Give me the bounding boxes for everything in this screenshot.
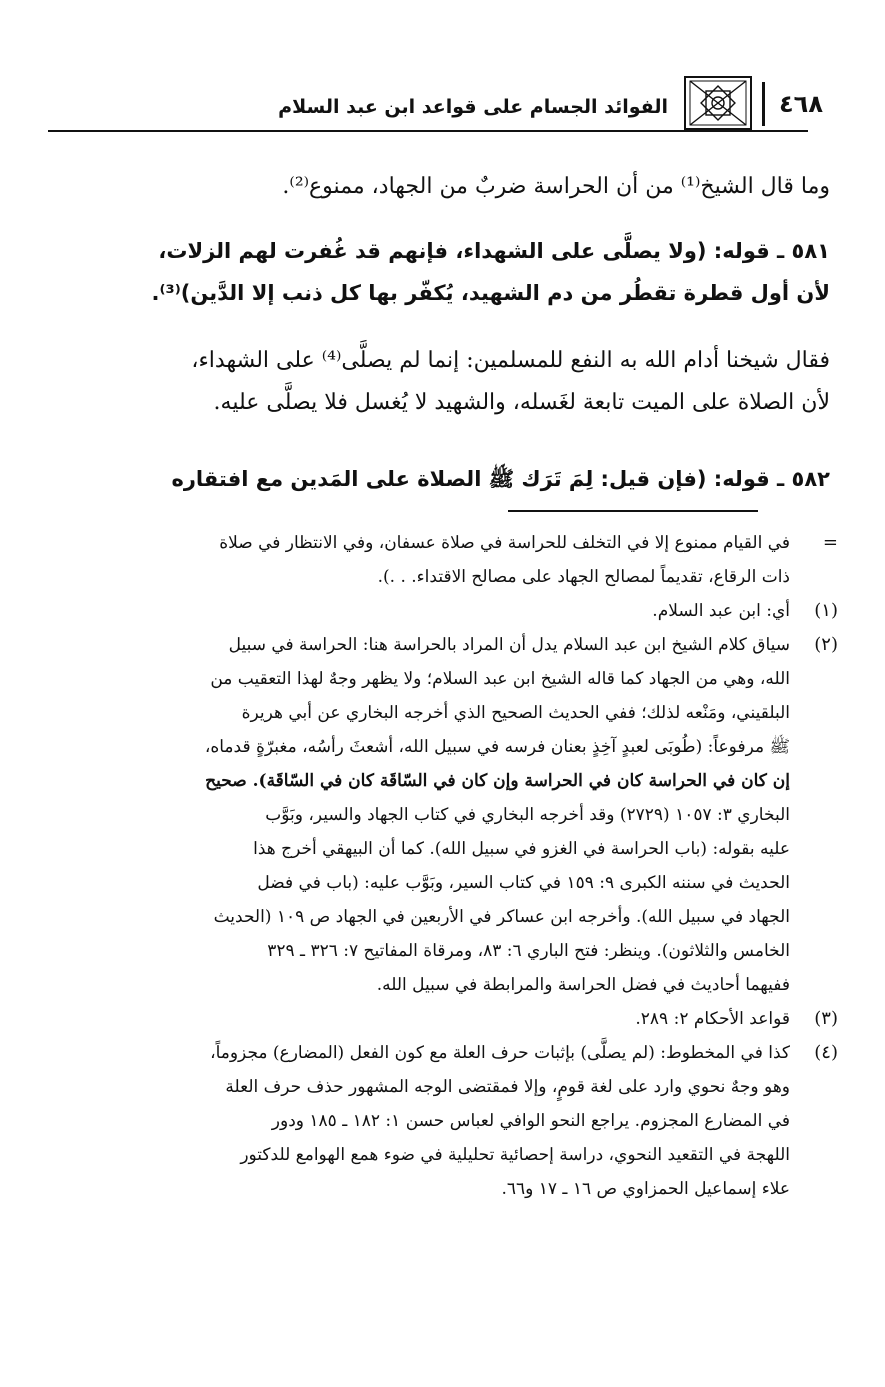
footnote-line: ففيهما أحاديث في فضل الحراسة والمرابطة في سبيل الله. — [376, 975, 790, 995]
footnote-2 — [50, 628, 838, 1002]
text-line: ٥٨٢ ـ قوله: (فإن قيل: لِمَ تَرَك ﷺ الصلاة على المَدين مع افتقاره — [171, 467, 830, 491]
footnote-mark: (٢) — [814, 634, 838, 655]
footnote-line: الله، وهي من الجهاد كما قاله الشيخ ابن عبد السلام؛ ولا يظهر وجهٌ لهذا التعقيب من — [210, 669, 790, 689]
text-line: ٥٨١ ـ قوله: (ولا يصلَّى على الشهداء، فإنهم قد غُفرت لهم الزلات، — [158, 239, 830, 263]
footnote-divider — [508, 510, 758, 512]
footnote-line: ذات الرقاع، تقديماً لمصالح الجهاد على مصالح الاقتداء. . .). — [377, 567, 790, 587]
footnote-4 — [50, 1036, 838, 1206]
paragraph-581 — [60, 230, 830, 314]
footnote-line: ﷺ مرفوعاً: (طُوبَى لعبدٍ آخِذٍ بعنان فرسه في سبيل الله، أشعثَ رأسُه، مغبرّةٍ قدماه، — [204, 737, 790, 757]
footnote-line: الخامس والثلاثون). وينظر: فتح الباري ٦: ٨٣، ومرقاة المفاتيح ٧: ٣٢٦ ـ ٣٢٩ — [267, 941, 790, 961]
footnote-3 — [50, 1002, 838, 1036]
footnote-line: قواعد الأحكام ٢: ٢٨٩. — [635, 1009, 790, 1029]
footnote-line: في القيام ممنوع إلا في التخلف للحراسة في صلاة عسفان، وفي الانتظار في صلاة — [219, 533, 790, 553]
footnote-line: الحديث في سننه الكبرى ٩: ١٥٩ في كتاب السير، وبَوَّب عليه: (باب في فضل — [257, 873, 790, 893]
footnote-line: الجهاد في سبيل الله). وأخرجه ابن عساكر في الأربعين في الجهاد ص ١٠٩ (الحديث — [213, 907, 790, 927]
footnote-line: البلقيني، ومَنْعه لذلك؛ ففي الحديث الصحيح الذي أخرجه البخاري عن أبي هريرة — [241, 703, 790, 723]
footnote-mark: = — [822, 532, 838, 553]
header-rule — [48, 130, 808, 132]
running-title: الفوائد الجسام على قواعد ابن عبد السلام — [278, 96, 668, 118]
footnote-line: في المضارع المجزوم. يراجع النحو الوافي لعباس حسن ١: ١٨٢ ـ ١٨٥ ودور — [271, 1111, 790, 1131]
footnote-line: أي: ابن عبد السلام. — [652, 601, 790, 621]
footnote-line: اللهجة في التقعيد النحوي، دراسة إحصائية تحليلية في ضوء همع الهوامع للدكتور — [240, 1145, 790, 1165]
page-header — [48, 74, 823, 134]
footnote-line: علاء إسماعيل الحمزاوي ص ١٦ ـ ١٧ و٦٦. — [501, 1179, 790, 1199]
footnote-line: سياق كلام الشيخ ابن عبد السلام يدل أن المراد بالحراسة هنا: الحراسة في سبيل — [228, 635, 790, 655]
paragraph-582 — [60, 458, 830, 500]
footnote-line: كذا في المخطوط: (لم يصلَّى) بإثبات حرف العلة مع كون الفعل (المضارع) مجزوماً، — [210, 1043, 790, 1063]
text-line: لأن الصلاة على الميت تابعة لغَسله، والشهيد لا يُغسل فلا يصلَّى عليه. — [213, 390, 830, 415]
footnote-mark: (٤) — [814, 1042, 838, 1063]
text-line: وما قال الشيخ⁽¹⁾ من أن الحراسة ضربٌ من الجهاد، ممنوع⁽²⁾. — [282, 174, 830, 199]
footnotes — [50, 526, 838, 1206]
text-line: لأن أول قطرة تقطُر من دم الشهيد، يُكفّر بها كل ذنب إلا الدَّين)⁽³⁾. — [151, 281, 830, 305]
footnote-line: عليه بقوله: (باب الحراسة في الغزو في سبيل الله). كما أن البيهقي أخرج هذا — [253, 839, 790, 859]
footnote-line: وهو وجهٌ نحوي وارد على لغة قومٍ، وإلا فمقتضى الوجه المشهور حذف حرف العلة — [225, 1077, 790, 1097]
footnote-continuation — [50, 526, 838, 594]
footnote-mark: (١) — [814, 600, 838, 621]
ornament-icon — [684, 76, 752, 130]
page-number: ٤٦٨ — [779, 90, 823, 118]
text-line: فقال شيخنا أدام الله به النفع للمسلمين: إنما لم يصلَّى⁽⁴⁾ على الشهداء، — [191, 348, 830, 373]
footnote-line: إن كان في الحراسة كان في الحراسة وإن كان في السّاقَة كان في السّاقَة). صحيح — [205, 771, 790, 791]
paragraph-1 — [60, 166, 830, 208]
footnote-1 — [50, 594, 838, 628]
paragraph-3 — [60, 340, 830, 424]
footnote-mark: (٣) — [814, 1008, 838, 1029]
page-number-box — [762, 82, 837, 126]
footnote-line: البخاري ٣: ١٠٥٧ (٢٧٢٩) وقد أخرجه البخاري في كتاب الجهاد والسير، وبَوَّب — [265, 805, 790, 825]
